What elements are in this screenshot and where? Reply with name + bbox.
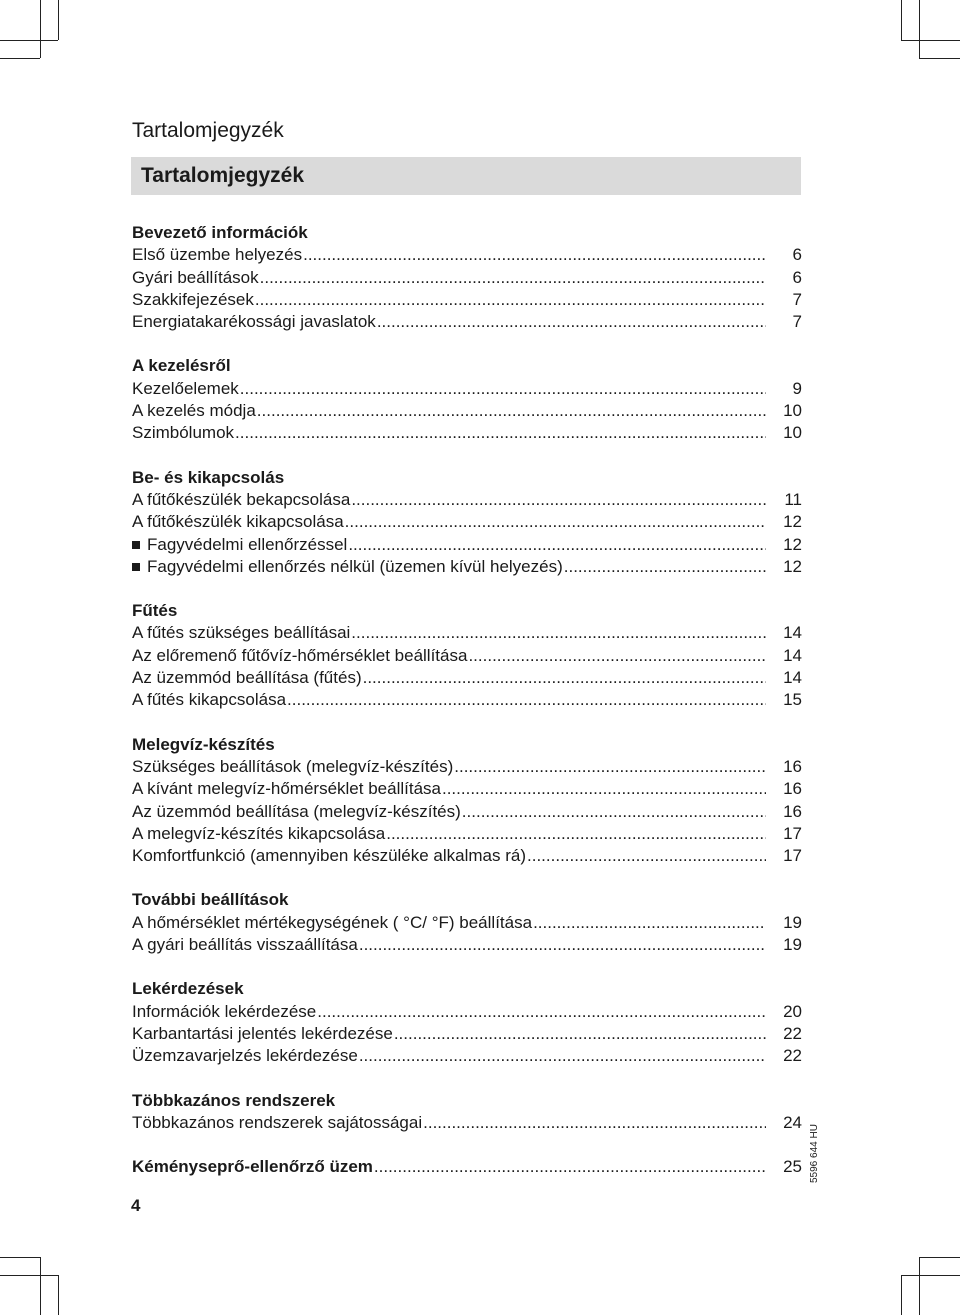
dot-leader [260, 267, 766, 289]
page-number: 4 [131, 1196, 141, 1215]
toc-entry-text: Gyári beállítások [132, 267, 259, 287]
toc-entry-label [132, 1156, 373, 1178]
toc-entry-page: 12 [783, 534, 802, 554]
toc-entry-label [132, 667, 362, 689]
toc-entry-page: 24 [783, 1112, 802, 1132]
toc-entry[interactable] [132, 311, 802, 333]
crop-mark-tr-v2 [901, 0, 902, 40]
toc-entry-label [132, 622, 350, 644]
toc-entry-label [132, 778, 441, 800]
toc-entry[interactable] [132, 534, 802, 556]
dot-leader [442, 778, 766, 800]
toc-entry-page: 12 [783, 512, 802, 532]
crop-mark-bl-h [0, 1275, 58, 1276]
dot-leader [564, 556, 766, 578]
toc-entry-label [132, 289, 254, 311]
toc-entry-label [132, 311, 376, 333]
dot-leader [423, 1112, 766, 1134]
toc-entry-text: A fűtés szükséges beállításai [132, 623, 351, 643]
toc-section [132, 600, 802, 711]
dot-leader [235, 422, 766, 444]
toc-entry-text: Fagyvédelmi ellenőrzéssel [147, 534, 348, 554]
toc-entry[interactable] [132, 845, 802, 867]
toc-entry[interactable] [132, 801, 802, 823]
toc-entry-label [132, 934, 358, 956]
dot-leader [255, 289, 766, 311]
toc-entry-text: Kéményseprő-ellenőrző üzem [132, 1157, 373, 1177]
toc-entry-page: 22 [783, 1023, 802, 1043]
toc-entry-text: Komfortfunkció (amennyiben készüléke alkalmas rá) [132, 846, 527, 866]
toc-entry-text: A hőmérséklet mértékegységének ( °C/ °F) beállítása [132, 912, 533, 932]
toc-title-bar [131, 157, 801, 195]
toc-entry-label [132, 1001, 316, 1023]
square-bullet-icon [132, 563, 140, 571]
crop-mark-tl-v [40, 0, 41, 58]
toc-entry-page: 14 [783, 645, 802, 665]
toc-entry-page: 11 [784, 489, 802, 509]
toc-entry-text: Energiatakarékossági javaslatok [132, 312, 376, 332]
dot-leader [317, 1001, 766, 1023]
toc-entry-page: 22 [783, 1046, 802, 1066]
toc-entry[interactable] [132, 289, 802, 311]
crop-mark-bl-v2 [58, 1275, 59, 1315]
toc-entry[interactable] [132, 244, 802, 266]
toc-entry-label [132, 823, 385, 845]
page-title: Tartalomjegyzék [141, 164, 305, 187]
toc-entry[interactable] [132, 912, 802, 934]
toc-entry-label [132, 845, 526, 867]
toc-entry[interactable] [132, 934, 802, 956]
toc-section [132, 467, 802, 578]
crop-mark-br-v [919, 1257, 920, 1315]
toc-entry-text: Üzemzavarjelzés lekérdezése [132, 1046, 358, 1066]
toc-section-title: Bevezető információk [132, 223, 308, 242]
toc-entry-text: A fűtés kikapcsolása [132, 690, 287, 710]
dot-leader [363, 667, 766, 689]
toc-section [132, 222, 802, 333]
toc-entry-text: Első üzembe helyezés [132, 245, 303, 265]
toc-section [132, 889, 802, 956]
table-of-contents [132, 222, 802, 1178]
toc-entry[interactable] [132, 511, 802, 533]
toc-entry-text: Karbantartási jelentés lekérdezése [132, 1023, 393, 1043]
toc-entry-page: 6 [792, 267, 802, 287]
dot-leader [454, 756, 766, 778]
toc-entry[interactable] [132, 400, 802, 422]
toc-entry[interactable] [132, 622, 802, 644]
toc-entry-text: Többkazános rendszerek sajátosságai [132, 1112, 423, 1132]
toc-entry-label [132, 422, 234, 444]
toc-entry-label [132, 556, 563, 578]
running-title: Tartalomjegyzék [132, 119, 284, 142]
dot-leader [359, 1045, 766, 1067]
toc-section [132, 355, 802, 444]
toc-entry-page: 9 [792, 378, 802, 398]
dot-leader [240, 378, 766, 400]
toc-entry-text: Fagyvédelmi ellenőrzés nélkül (üzemen kívül helyezés) [147, 556, 563, 576]
toc-entry-page: 6 [792, 245, 802, 265]
toc-entry-text: Információk lekérdezése [132, 1001, 317, 1021]
dot-leader [257, 400, 766, 422]
toc-entry-label [132, 534, 347, 556]
toc-entry-page: 7 [792, 312, 802, 332]
dot-leader [527, 845, 766, 867]
toc-entry[interactable] [132, 1112, 802, 1134]
toc-entry-page: 7 [792, 289, 802, 309]
toc-entry-page: 25 [783, 1157, 802, 1177]
toc-entry[interactable] [132, 823, 802, 845]
toc-entry[interactable] [132, 1023, 802, 1045]
toc-entry-label [132, 267, 259, 289]
toc-entry[interactable] [132, 422, 802, 444]
crop-mark-tl-h2 [0, 58, 40, 59]
toc-entry-page: 14 [783, 623, 802, 643]
crop-mark-bl-v [40, 1257, 41, 1315]
toc-section-title: Fűtés [132, 601, 178, 621]
toc-entry-page: 17 [783, 823, 802, 843]
toc-entry-text: Szakkifejezések [132, 289, 254, 309]
toc-entry[interactable] [132, 267, 802, 289]
toc-entry-page: 12 [783, 556, 802, 576]
square-bullet-icon [132, 541, 140, 549]
crop-mark-br-v2 [901, 1275, 902, 1315]
toc-entry[interactable] [132, 1045, 802, 1067]
toc-section-title: Melegvíz-készítés [132, 734, 275, 754]
toc-section [132, 734, 802, 868]
dot-leader [303, 244, 766, 266]
toc-entry[interactable] [132, 778, 802, 800]
toc-entry-label [132, 511, 344, 533]
toc-entry-text: A fűtőkészülék bekapcsolása [132, 489, 351, 509]
toc-section-title: További beállítások [132, 890, 289, 910]
toc-entry-page: 19 [783, 912, 802, 932]
toc-entry[interactable] [132, 489, 802, 511]
toc-section-title: A kezelésről [132, 356, 231, 376]
toc-entry-text: Az üzemmód beállítása (melegvíz-készítés) [132, 801, 461, 821]
dot-leader [377, 311, 766, 333]
toc-entry-page: 20 [783, 1001, 802, 1021]
toc-entry-page: 16 [783, 779, 802, 799]
toc-entry-label [132, 489, 350, 511]
dot-leader [359, 934, 766, 956]
toc-entry-page: 16 [783, 801, 802, 821]
crop-mark-tl-v2 [58, 0, 59, 40]
toc-entry-text: Szimbólumok [132, 423, 235, 443]
dot-leader [394, 1023, 766, 1045]
crop-mark-tr-h [901, 40, 960, 41]
dot-leader [386, 823, 766, 845]
dot-leader [351, 622, 766, 644]
toc-entry-label [132, 689, 286, 711]
dot-leader [345, 511, 766, 533]
crop-mark-tr-v [919, 0, 920, 58]
toc-section-title: Be- és kikapcsolás [132, 467, 285, 487]
toc-section-title: Többkazános rendszerek [132, 1090, 336, 1110]
toc-entry-label [132, 1023, 393, 1045]
toc-entry-text: Az üzemmód beállítása (fűtés) [132, 668, 362, 688]
dot-leader [533, 912, 766, 934]
toc-entry-text: Kezelőelemek [132, 378, 239, 398]
crop-mark-br-h [901, 1275, 960, 1276]
crop-mark-tl-h [0, 40, 58, 41]
dot-leader [468, 645, 766, 667]
dot-leader [287, 689, 766, 711]
toc-entry[interactable] [132, 645, 802, 667]
crop-mark-tr-h2 [919, 58, 960, 59]
toc-entry-page: 14 [783, 668, 802, 688]
document-id: 5596 644 HU [809, 1124, 820, 1183]
toc-entry-page: 19 [783, 935, 802, 955]
toc-entry-text: Az előremenő fűtővíz-hőmérséklet beállítása [132, 645, 468, 665]
toc-entry-label [132, 1045, 358, 1067]
toc-entry-page: 17 [783, 846, 802, 866]
toc-entry-text: A kívánt melegvíz-hőmérséklet beállítása [132, 779, 441, 799]
crop-mark-br-h2 [919, 1257, 960, 1258]
toc-entry-text: A melegvíz-készítés kikapcsolása [132, 823, 386, 843]
toc-entry-label [132, 1112, 422, 1134]
toc-entry-page: 16 [783, 756, 802, 776]
toc-entry[interactable] [132, 689, 802, 711]
toc-entry-page: 15 [783, 690, 802, 710]
toc-entry-text: A fűtőkészülék kikapcsolása [132, 512, 344, 532]
dot-leader [374, 1156, 766, 1178]
dot-leader [462, 801, 766, 823]
crop-mark-bl-h2 [0, 1257, 40, 1258]
toc-entry-label [132, 645, 467, 667]
toc-entry-page: 10 [783, 423, 802, 443]
toc-entry-label [132, 378, 239, 400]
toc-entry[interactable] [132, 756, 802, 778]
toc-entry-label [132, 400, 256, 422]
toc-entry-text: A gyári beállítás visszaállítása [132, 935, 358, 955]
toc-entry[interactable] [132, 556, 802, 578]
toc-entry-text: Szükséges beállítások (melegvíz-készítés) [132, 756, 454, 776]
toc-entry[interactable] [132, 1156, 802, 1178]
toc-entry[interactable] [132, 378, 802, 400]
toc-entry-label [132, 801, 461, 823]
toc-entry[interactable] [132, 667, 802, 689]
toc-section [132, 1090, 802, 1135]
toc-section-title: Lekérdezések [132, 979, 244, 999]
toc-entry-page: 10 [783, 401, 802, 421]
toc-entry-text: A kezelés módja [132, 401, 256, 421]
toc-entry[interactable] [132, 1001, 802, 1023]
toc-section [132, 978, 802, 1067]
toc-entry-label [132, 756, 453, 778]
dot-leader [348, 534, 766, 556]
toc-entry-label [132, 244, 302, 266]
toc-entry-label [132, 912, 532, 934]
dot-leader [351, 489, 766, 511]
